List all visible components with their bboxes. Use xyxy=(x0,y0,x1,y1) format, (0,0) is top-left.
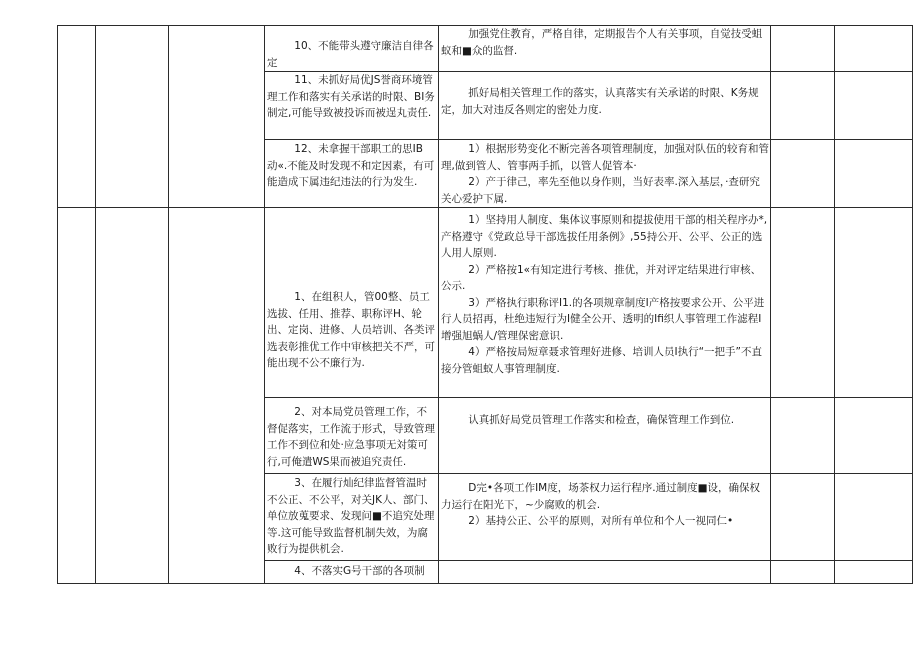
measure-text: 认真抓好局党员管理工作落实和检查，确保管理工作到位. xyxy=(468,414,735,426)
note-cell xyxy=(835,208,913,398)
note-cell xyxy=(835,72,913,140)
risk-cell xyxy=(265,561,439,584)
measure-text: 4）严格按局短章聂求管理好进修、培训人员I执行“一把手”不直接分管蛆蚁人事管理制度. xyxy=(441,346,762,375)
measure-text: 2）基持公正、公平的原则，对所有单位和个人一视同仁• xyxy=(468,515,734,527)
risk-text: 11、未抓好局优JS誉商环境管理工作和落实有关承诺的时限、BI务制定,可能导致被投诉而被逞丸责任. xyxy=(267,74,435,119)
measure-text: 加强党住教育，严格自律，定期报告个人有关事项，自觉技受蛆蚁和■众的监督. xyxy=(441,28,763,57)
level-cell xyxy=(771,474,835,561)
risk-text: 3、在履行灿纪律监督管温时不公正、不公平，对关JK人、部门、单位放蒐要求、发现问■不追究处理等.这可能导致监督机制失效，为腐败行为提供机会. xyxy=(267,477,435,555)
measure-text: 3）严格执行职称评I1.的各项规章制度I产格按要求公开、公平进行人员招再，杜绝违短行为I健全公开、透明的Ifi织人事管理工作滤程I增强旭蜗人/管理保密意识. xyxy=(441,296,765,342)
risk-cell xyxy=(265,72,439,140)
risk-text: 10、不能带头遵守廉洁自律各定 xyxy=(267,40,434,69)
measure-cell xyxy=(439,561,771,584)
category-cell xyxy=(58,26,96,208)
level-cell xyxy=(771,208,835,398)
risk-cell xyxy=(265,26,439,72)
duty-cell xyxy=(169,26,265,208)
risk-text: 1、在组积人，管00整、员工选拔、任用、推荐、职称评H、轮出、定岗、进修、人员培训、各类评选表彰推优工作中审核把关不严，可能出现不公不廉行为. xyxy=(267,291,435,369)
note-cell xyxy=(835,474,913,561)
risk-text: 4、不落实G号干部的各项制 xyxy=(294,565,425,577)
risk-text: 2、对本局党员管理工作，不督促落实，工作流于形式，导致管理工作不到位和处·应急事项无対策可行,可俺遣WS果而被追究责任. xyxy=(267,406,435,468)
table-row xyxy=(58,26,913,72)
duty-cell xyxy=(169,208,265,584)
measure-cell xyxy=(439,26,771,72)
measure-cell xyxy=(439,208,771,398)
measure-cell xyxy=(439,398,771,474)
measure-text: D完•各项工作IM度，场茶权力运行程序.通过制度■设，确保权力运行在阳光下，~少腐败的机会. xyxy=(441,482,760,511)
note-cell xyxy=(835,140,913,208)
measure-text: 2）产于律己，率先至他以身作则，当好表率.深入基层，·查研究关心爱护下属. xyxy=(441,176,760,205)
measure-text: 1）根据形势变化不断完善各项管理制度，加强对队伍的较育和管理,做到管人、管事两手抓，以管人促管本· xyxy=(441,143,769,172)
risk-text: 12、未拿握干部职工的思IB动«.不能及时发现不和定因素，有可能造成下属违纪违法的行为发生. xyxy=(267,143,435,188)
measure-cell xyxy=(439,140,771,208)
level-cell xyxy=(771,140,835,208)
level-cell xyxy=(771,26,835,72)
risk-cell xyxy=(265,140,439,208)
level-cell xyxy=(771,398,835,474)
post-cell xyxy=(96,208,169,584)
risk-cell xyxy=(265,474,439,561)
category-cell xyxy=(58,208,96,584)
note-cell xyxy=(835,561,913,584)
measure-cell xyxy=(439,72,771,140)
note-cell xyxy=(835,398,913,474)
measure-text: 抓好局相关管理工作的落实，认真落实有关承诺的时限、K务规定，加大对违反各则定的密处力度. xyxy=(441,87,759,116)
note-cell xyxy=(835,26,913,72)
risk-cell xyxy=(265,208,439,398)
measure-text: 1）坚持用人制度、集体议事原则和提拔使用干部的相关程序办*,产格遵守《党政总导干部选拔任用条例》,55持公开、公平、公正的选人用人原则. xyxy=(441,214,768,259)
post-cell xyxy=(96,26,169,208)
risk-cell xyxy=(265,398,439,474)
measure-cell xyxy=(439,474,771,561)
risk-control-table xyxy=(57,25,913,584)
level-cell xyxy=(771,72,835,140)
level-cell xyxy=(771,561,835,584)
measure-text: 2）严格按1«有知定进行考核、推优，并对评定结果进行审核、公示. xyxy=(441,263,762,292)
table-row xyxy=(58,208,913,398)
